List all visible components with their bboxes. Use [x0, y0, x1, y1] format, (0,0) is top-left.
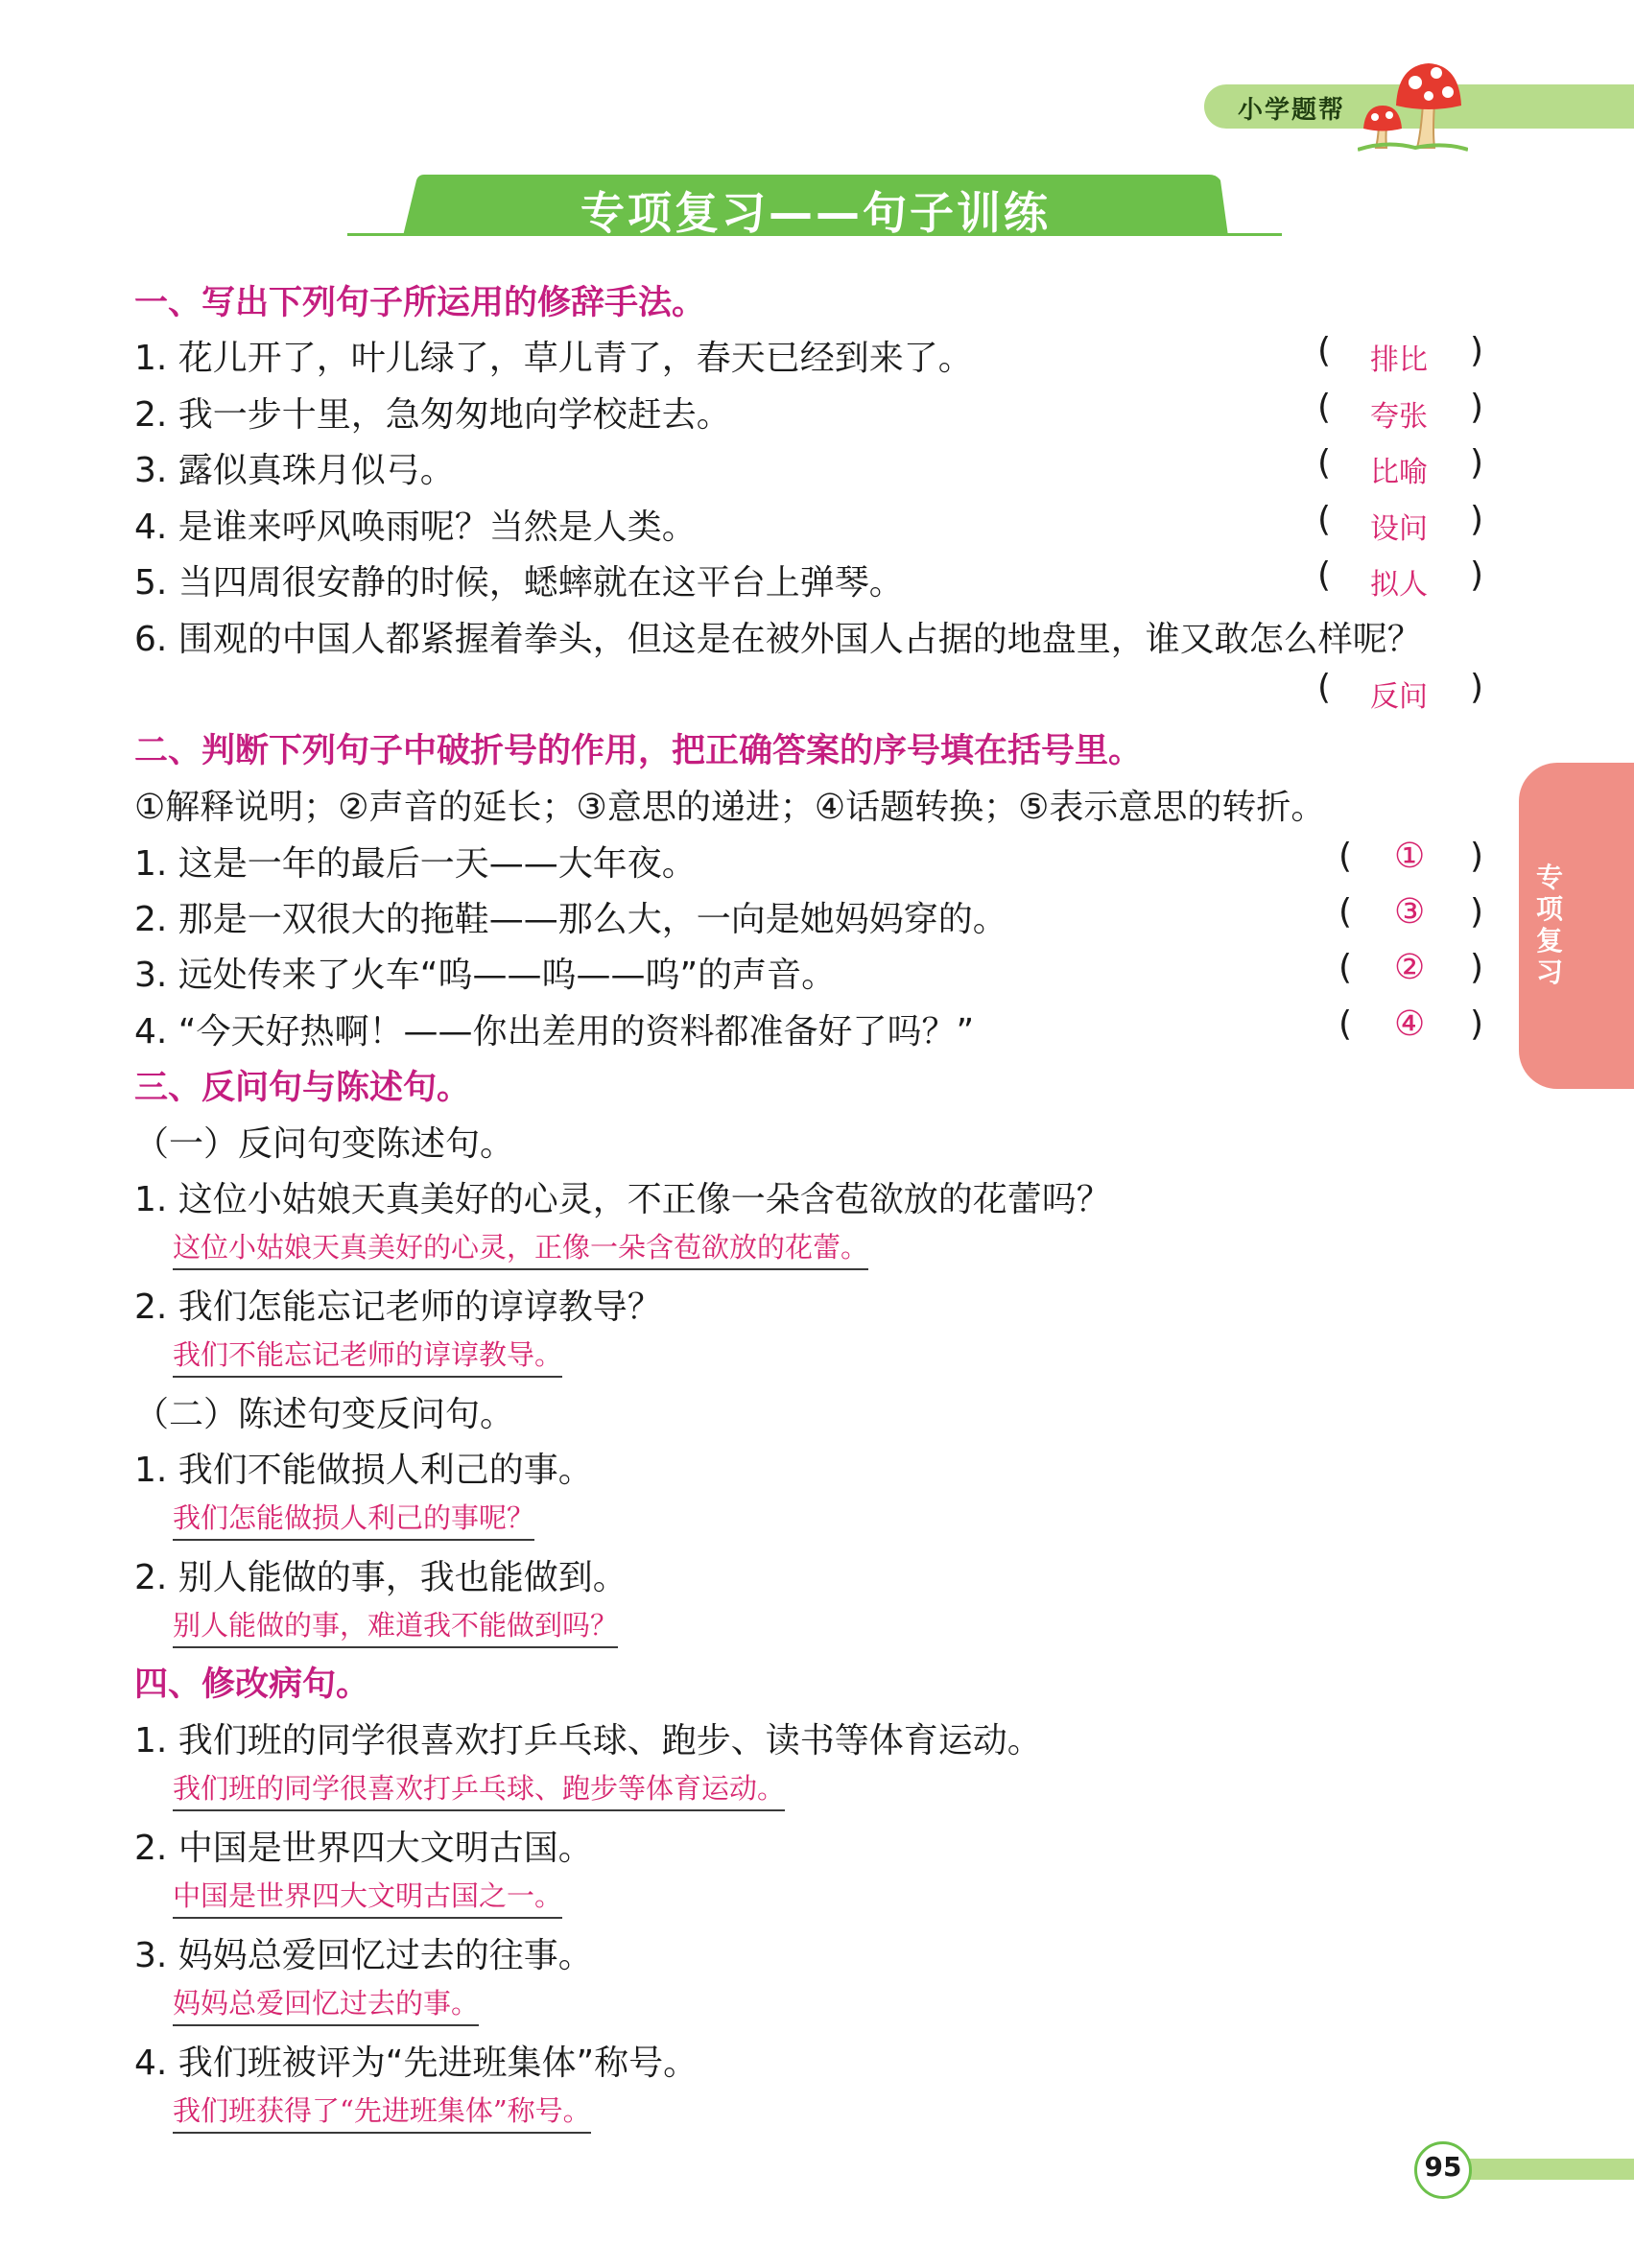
- right-paren: ): [1470, 500, 1484, 539]
- answer-line: 别人能做的事，难道我不能做到吗？: [173, 1604, 618, 1648]
- page-title: 专项复习——句子训练: [580, 187, 1051, 239]
- right-paren: ): [1470, 892, 1484, 932]
- question-text: 5. 当四周很安静的时候，蟋蟀就在这平台上弹琴。: [134, 563, 904, 602]
- right-paren: ): [1470, 443, 1484, 483]
- question-text: 4. 我们班被评为“先进班集体”称号。: [134, 2044, 699, 2083]
- page-number: 95: [1424, 2151, 1462, 2183]
- answer-text: ④: [1394, 1004, 1426, 1044]
- section-heading: 四、修改病句。: [134, 1666, 370, 1704]
- subsection-heading: （二）陈述句变反问句。: [134, 1395, 515, 1434]
- question-text: 1. 我们班的同学很喜欢打乒乓球、跑步、读书等体育运动。: [134, 1721, 1042, 1760]
- question-text: 3. 妈妈总爱回忆过去的往事。: [134, 1936, 593, 1975]
- question-text: 4. “今天好热啊！——你出差用的资料都准备好了吗？”: [134, 1012, 975, 1051]
- right-paren: ): [1470, 668, 1484, 707]
- left-paren: (: [1338, 1004, 1353, 1044]
- left-paren: (: [1317, 443, 1332, 483]
- answer-line: 我们班的同学很喜欢打乒乓球、跑步等体育运动。: [173, 1767, 785, 1811]
- options-text: ①解释说明；②声音的延长；③意思的递进；④话题转换；⑤表示意思的转折。: [134, 788, 1326, 827]
- left-paren: (: [1338, 892, 1353, 932]
- question-text: 2. 我们怎能忘记老师的谆谆教导？: [134, 1288, 662, 1327]
- question-text: 1. 这位小姑娘天真美好的心灵，不正像一朵含苞欲放的花蕾吗？: [134, 1180, 1111, 1219]
- answer-line: 我们班获得了“先进班集体”称号。: [173, 2090, 591, 2134]
- right-paren: ): [1470, 948, 1484, 987]
- section-heading: 二、判断下列句子中破折号的作用，把正确答案的序号填在括号里。: [134, 732, 1143, 770]
- answer-text: ①: [1394, 837, 1426, 876]
- subsection-heading: （一）反问句变陈述句。: [134, 1124, 515, 1164]
- answer-text: 设问: [1370, 512, 1428, 546]
- question-text: 3. 露似真珠月似弓。: [134, 451, 455, 490]
- question-text: 1. 花儿开了，叶儿绿了，草儿青了，春天已经到来了。: [134, 339, 973, 378]
- question-text: 4. 是谁来呼风唤雨呢？当然是人类。: [134, 508, 697, 547]
- answer-text: ②: [1394, 948, 1426, 987]
- left-paren: (: [1338, 837, 1353, 876]
- right-paren: ): [1470, 1004, 1484, 1044]
- question-text: 1. 我们不能做损人利己的事。: [134, 1451, 593, 1490]
- question-text: 3. 远处传来了火车“呜——呜——呜”的声音。: [134, 956, 837, 995]
- question-text: 2. 别人能做的事，我也能做到。: [134, 1558, 628, 1597]
- mushroom-icon: [1358, 56, 1468, 152]
- answer-text: 反问: [1370, 680, 1428, 714]
- left-paren: (: [1317, 331, 1332, 370]
- question-text: 6. 围观的中国人都紧握着拳头，但这是在被外国人占据的地盘里，谁又敢怎么样呢？: [134, 620, 1422, 659]
- question-text: 2. 中国是世界四大文明古国。: [134, 1829, 593, 1868]
- answer-text: ③: [1394, 892, 1426, 932]
- right-paren: ): [1470, 555, 1484, 595]
- right-paren: ): [1470, 331, 1484, 370]
- answer-text: 排比: [1370, 343, 1428, 377]
- side-tab-label: 专项复习: [1535, 862, 1563, 988]
- left-paren: (: [1338, 948, 1353, 987]
- question-text: 2. 我一步十里，急匆匆地向学校赶去。: [134, 395, 731, 435]
- answer-line: 我们不能忘记老师的谆谆教导。: [173, 1334, 562, 1378]
- left-paren: (: [1317, 555, 1332, 595]
- left-paren: (: [1317, 388, 1332, 427]
- answer-line: 这位小姑娘天真美好的心灵，正像一朵含苞欲放的花蕾。: [173, 1226, 868, 1270]
- right-paren: ): [1470, 837, 1484, 876]
- brand-label: 小学题帮: [1238, 96, 1346, 125]
- answer-text: 比喻: [1370, 456, 1428, 489]
- question-text: 2. 那是一双很大的拖鞋——那么大，一向是她妈妈穿的。: [134, 900, 1007, 939]
- section-heading: 三、反问句与陈述句。: [134, 1069, 471, 1107]
- right-paren: ): [1470, 388, 1484, 427]
- answer-text: 夸张: [1370, 400, 1428, 434]
- answer-line: 妈妈总爱回忆过去的事。: [173, 1982, 479, 2026]
- answer-line: 中国是世界四大文明古国之一。: [173, 1875, 562, 1919]
- answer-text: 拟人: [1370, 568, 1428, 602]
- section-heading: 一、写出下列句子所运用的修辞手法。: [134, 284, 706, 322]
- question-text: 1. 这是一年的最后一天——大年夜。: [134, 844, 697, 884]
- answer-line: 我们怎能做损人利己的事呢？: [173, 1497, 534, 1541]
- left-paren: (: [1317, 668, 1332, 707]
- left-paren: (: [1317, 500, 1332, 539]
